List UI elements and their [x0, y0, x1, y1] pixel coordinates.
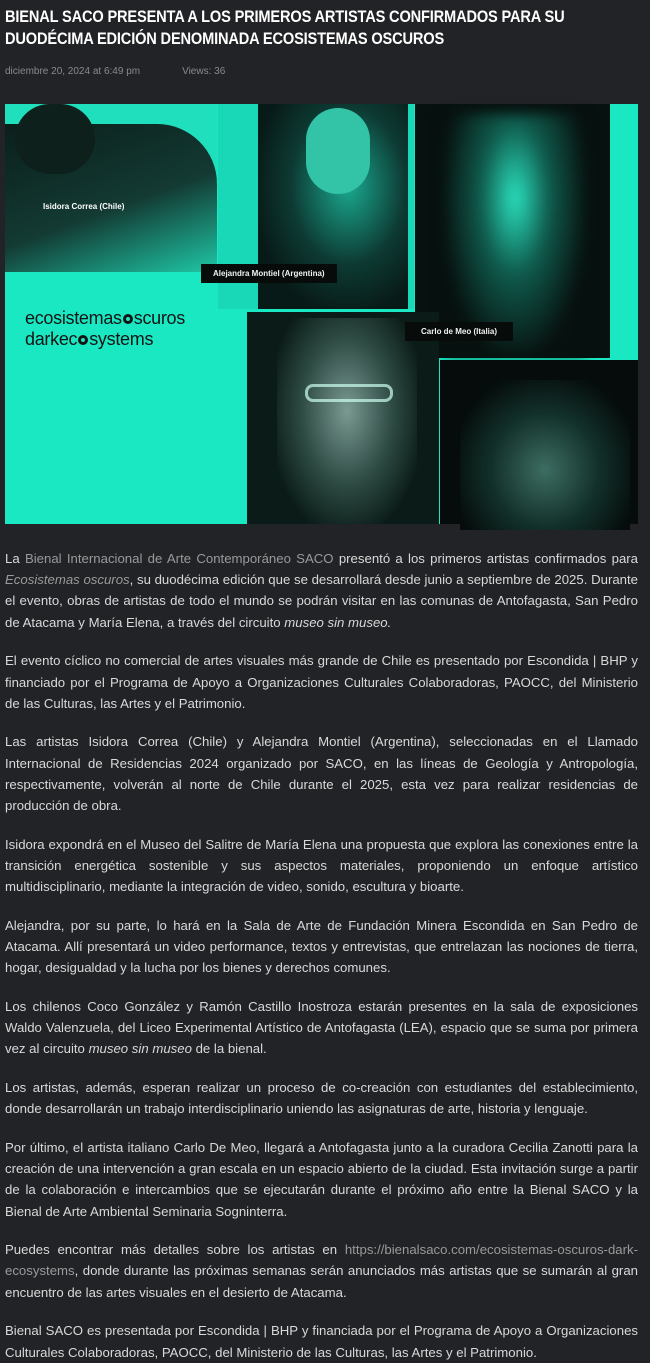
photo-carlo-de-meo: [415, 104, 610, 358]
label-alejandra: Alejandra Montiel (Argentina): [201, 264, 337, 283]
paragraph: Puedes encontrar más detalles sobre los artistas en https://bienalsaco.com/ecosistemas-oscuros-dark-ecosystems, donde durante las próximas semanas serán anunciados más artistas que se sumarán al gran encuentro de las artes visuales en el desierto de Atacama.: [5, 1242, 638, 1300]
ecosistemas-link[interactable]: Ecosistemas oscuros: [5, 572, 130, 588]
photo-isidora-correa: [5, 104, 217, 272]
hero-image: [5, 104, 638, 524]
paragraph: Las artistas Isidora Correa (Chile) y Alejandra Montiel (Argentina), seleccionadas en el Llamado Internacional de Residencias 2024 organizado por SACO, en las líneas de Geología y Antropología, respectivamente, volverán al norte de Chile durante el 2025, esta vez para realizar residencias de producción de obra.: [5, 734, 638, 814]
paragraph: Los artistas, además, esperan realizar un proceso de co-creación con estudiantes del establecimiento, donde desarrollarán un trabajo interdisciplinario uniendo las asignaturas de arte, historia y lenguaje.: [5, 1080, 638, 1117]
label-carlo: Carlo de Meo (Italia): [405, 322, 513, 341]
ecosistemas-oscuros-logo: ecosistemas scuros darkec systems: [25, 308, 185, 349]
paragraph: Por último, el artista italiano Carlo De Meo, llegará a Antofagasta junto a la curadora Cecilia Zanotti para la creación de una intervención a gran escala en un espacio abierto de la ciudad. Esta invitación surge a partir de la colaboración e intercambios que se ejecutarán durante el próximo año entre la Bienal SACO y la Bienal de Arte Ambiental Seminaria Sogninterra.: [5, 1139, 638, 1219]
paragraph: La Bienal Internacional de Arte Contemporáneo SACO presentó a los primeros artistas confirmados para Ecosistemas oscuros, su duodécima edición que se desarrollará desde junio a septiembre de 2025. Durante el evento, obras de artistas de todo el mundo se podrán visitar en las comunas de Antofagasta, San Pedro de Atacama y María Elena, a través del circuito museo sin museo.: [5, 551, 639, 630]
publish-date: diciembre 20, 2024 at 6:49 pm: [5, 66, 141, 77]
photo-artist-curly-hair: [440, 360, 638, 524]
article-title: BIENAL SACO PRESENTA A LOS PRIMEROS ARTISTAS CONFIRMADOS PARA SU DUODÉCIMA EDICIÓN DENOMINADA ECOSISTEMAS OSCUROS: [5, 7, 565, 48]
paragraph: El evento cíclico no comercial de artes visuales más grande de Chile es presentado por Escondida | BHP y financiado por el Programa de Apoyo a Organizaciones Culturales Colaboradoras, PAOCC, del Ministerio de las Culturas, las Artes y el Patrimonio.: [5, 653, 638, 711]
view-count: Views: 36: [182, 66, 226, 77]
article-body: [5, 548, 638, 1363]
paragraph: Isidora expondrá en el Museo del Salitre de María Elena una propuesta que explora las conexiones entre la transición energética sostenible y sus aspectos materiales, proponiendo un enfoque artístico multidisciplinario, mediante la integración de video, sonido, escultura y bioarte.: [5, 836, 638, 895]
paragraph: Alejandra, por su parte, lo hará en la Sala de Arte de Fundación Minera Escondida en San Pedro de Atacama. Allí presentará un video performance, textos y entrevistas, que entrelazan las nociones de tierra, hogar, desigualdad y la lucha por los bienes y derechos comunes.: [5, 917, 638, 976]
photo-artist-glasses: [247, 312, 439, 524]
artists-url-link[interactable]: https://bienalsaco.com/ecosistemas-oscuros-dark-ecosystems: [5, 1242, 638, 1279]
article-meta: [5, 66, 645, 80]
bienal-link[interactable]: Bienal Internacional de Arte Contemporáneo SACO: [24, 551, 334, 566]
label-isidora: Isidora Correa (Chile): [43, 202, 125, 211]
paragraph: Los chilenos Coco González y Ramón Castillo Inostroza estarán presentes en la sala de exposiciones Waldo Valenzuela, del Liceo Experimental Artístico de Antofagasta (LEA), espacio que se suma por primera vez al circuito museo sin museo de la bienal.: [5, 998, 638, 1057]
paragraph: Bienal SACO es presentada por Escondida | BHP y financiada por el Programa de Apoyo a Organizaciones Culturales Colaboradoras, PAOCC, del Ministerio de las Culturas, las Artes y el Patrimonio.: [5, 1323, 638, 1360]
